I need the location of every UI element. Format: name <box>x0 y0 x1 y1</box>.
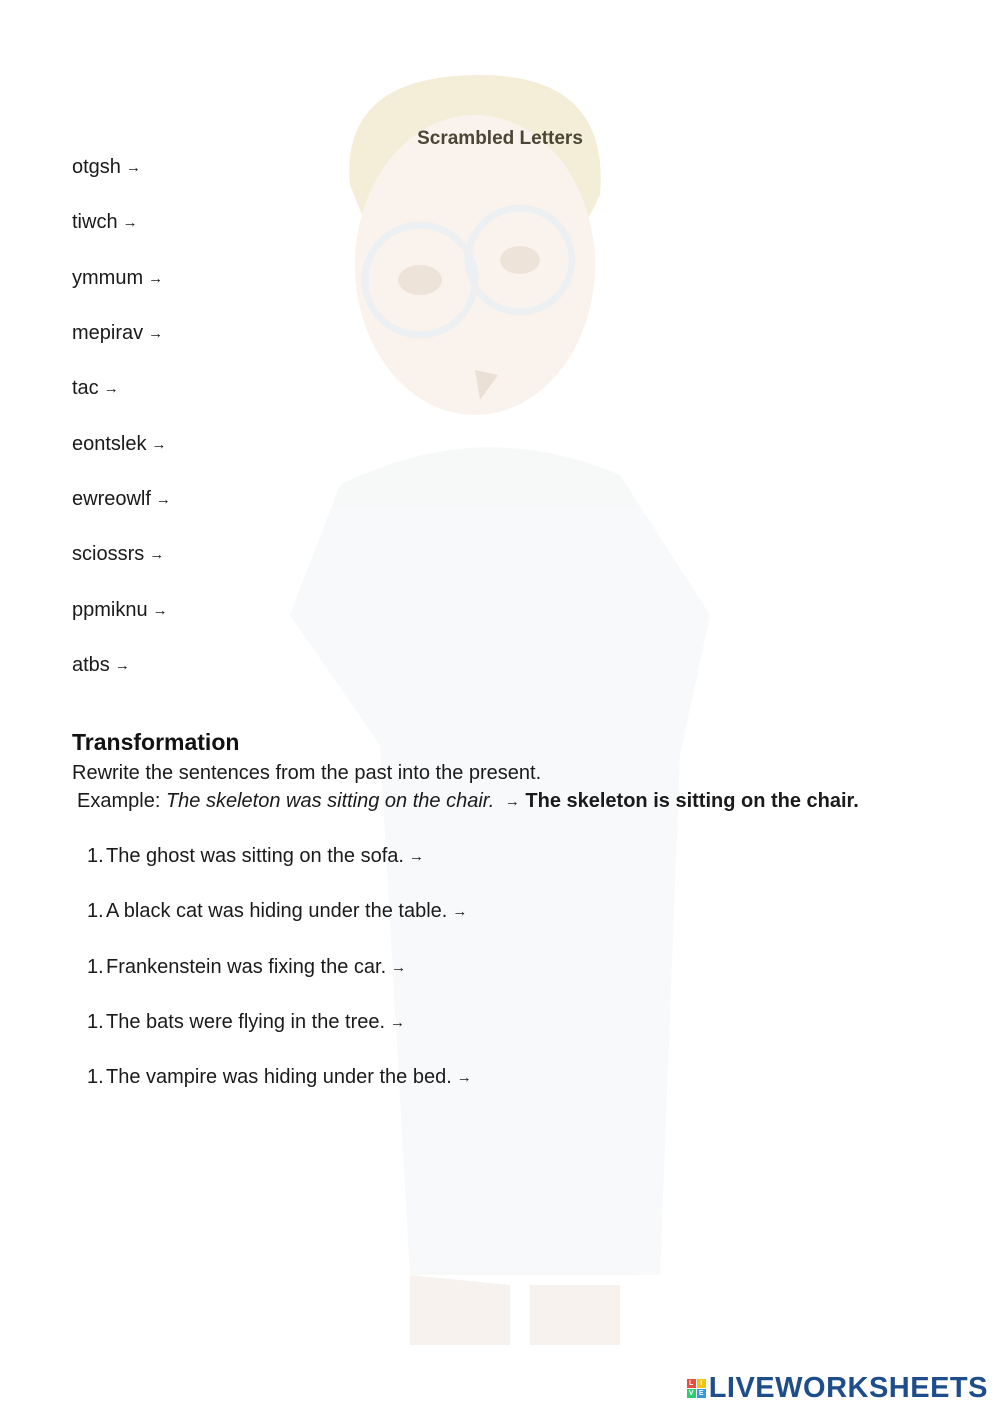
arrow-icon: → <box>148 270 164 287</box>
liveworksheets-logo-text: LIVEWORKSHEETS <box>708 1372 988 1404</box>
scrambled-word-item <box>72 488 171 511</box>
sentence-number: 1. <box>87 845 104 867</box>
sentence-item <box>87 1011 405 1034</box>
scrambled-word-item <box>72 322 163 345</box>
example-present-sentence: The skeleton is sitting on the chair. <box>525 790 859 812</box>
arrow-icon: → <box>148 325 164 342</box>
transformation-heading: Transformation <box>72 729 240 755</box>
scrambled-word-item <box>72 156 141 179</box>
scrambled-word-item <box>72 543 164 566</box>
scrambled-word-item <box>72 599 168 622</box>
scrambled-word: eontslek <box>72 433 147 455</box>
worksheet-title: Scrambled Letters <box>417 128 583 149</box>
example-label: Example: <box>77 790 161 812</box>
arrow-icon: → <box>152 602 168 619</box>
scrambled-word: mepirav <box>72 322 144 344</box>
sentence-number: 1. <box>87 956 104 978</box>
sentence-item <box>87 956 406 979</box>
liveworksheets-logo-icon <box>687 1379 706 1398</box>
logo-icon-letter: E <box>697 1389 706 1398</box>
logo-icon-letter: L <box>687 1379 696 1388</box>
sentence-text: Frankenstein was fixing the car. <box>106 956 387 978</box>
logo-icon-letter: V <box>687 1389 696 1398</box>
sentence-number: 1. <box>87 900 104 922</box>
arrow-icon: → <box>391 959 407 976</box>
scrambled-word-item <box>72 654 130 677</box>
arrow-icon: → <box>151 436 167 453</box>
scrambled-word: tiwch <box>72 211 118 233</box>
arrow-icon: → <box>504 793 520 810</box>
scrambled-word: otgsh <box>72 156 121 178</box>
arrow-icon: → <box>125 159 141 176</box>
arrow-icon: → <box>452 903 468 920</box>
arrow-icon: → <box>122 214 138 231</box>
sentence-text: The bats were flying in the tree. <box>106 1011 386 1033</box>
scrambled-word: ppmiknu <box>72 599 148 621</box>
watermark-character-illustration <box>280 55 730 1355</box>
transformation-instruction: Rewrite the sentences from the past into the present. <box>72 762 542 784</box>
arrow-icon: → <box>456 1069 472 1086</box>
scrambled-word: ymmum <box>72 267 144 289</box>
sentence-text: The vampire was hiding under the bed. <box>106 1066 452 1088</box>
example-line <box>77 790 859 813</box>
sentence-text: The ghost was sitting on the sofa. <box>106 845 404 867</box>
liveworksheets-logo[interactable] <box>687 1372 988 1405</box>
scrambled-word-item <box>72 267 163 290</box>
scrambled-word: sciossrs <box>72 543 145 565</box>
arrow-icon: → <box>390 1014 406 1031</box>
sentence-text: A black cat was hiding under the table. <box>106 900 448 922</box>
scrambled-word: atbs <box>72 654 110 676</box>
sentence-item <box>87 1066 472 1089</box>
sentence-number: 1. <box>87 1066 104 1088</box>
arrow-icon: → <box>103 380 119 397</box>
sentence-item <box>87 845 424 868</box>
scrambled-word-item <box>72 377 119 400</box>
example-past-sentence: The skeleton was sitting on the chair. <box>165 790 495 812</box>
sentence-item <box>87 900 467 923</box>
scrambled-word-item <box>72 433 167 456</box>
scrambled-word-item <box>72 211 138 234</box>
scrambled-word: tac <box>72 377 99 399</box>
arrow-icon: → <box>155 491 171 508</box>
logo-icon-letter: I <box>697 1379 706 1388</box>
scrambled-word: ewreowlf <box>72 488 151 510</box>
arrow-icon: → <box>114 657 130 674</box>
sentence-number: 1. <box>87 1011 104 1033</box>
arrow-icon: → <box>408 848 424 865</box>
arrow-icon: → <box>149 546 165 563</box>
